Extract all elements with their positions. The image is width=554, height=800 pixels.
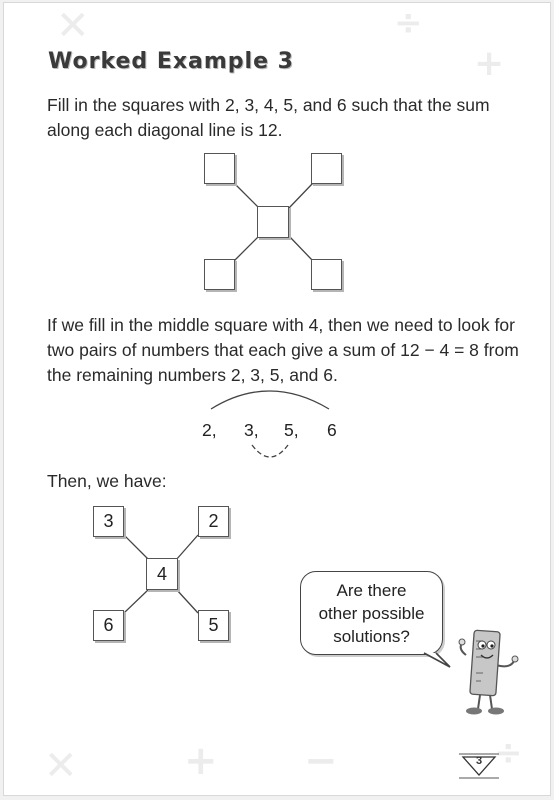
pair-number: 6 bbox=[327, 420, 337, 440]
watermark-plus-icon: + bbox=[474, 43, 505, 84]
explanation-paragraph: If we fill in the middle square with 4, then we need to look for two pairs of numbers that each give a sum of 12 − 4 = 8 from the remaining numbers 2, 3, 5, and 6. bbox=[47, 315, 519, 385]
solution-square-top-left: 3 bbox=[93, 506, 124, 537]
solution-square-bottom-right: 5 bbox=[198, 610, 229, 641]
watermark-multiply-icon: ✕ bbox=[44, 743, 78, 789]
pair-number: 3, bbox=[244, 420, 259, 440]
then-label: Then, we have: bbox=[47, 471, 167, 491]
page-number: 3 bbox=[475, 755, 483, 767]
watermark-minus-icon: − bbox=[304, 738, 338, 784]
watermark-multiply-icon: ✕ bbox=[56, 3, 90, 49]
speech-bubble-text: Are there other possible solutions? bbox=[318, 580, 425, 646]
watermark-divide-icon: ÷ bbox=[494, 733, 523, 773]
ruler-mascot-icon bbox=[456, 625, 526, 719]
page-title: Worked Example 3 bbox=[48, 49, 294, 74]
workbook-page bbox=[3, 2, 551, 796]
intro-paragraph: Fill in the squares with 2, 3, 4, 5, and 6 such that the sum along each diagonal line is 12. bbox=[47, 95, 490, 140]
watermark-divide-icon: ÷ bbox=[394, 3, 423, 43]
pair-number: 2, bbox=[202, 420, 217, 440]
solution-square-bottom-left: 6 bbox=[93, 610, 124, 641]
solution-square-center: 4 bbox=[146, 558, 178, 590]
solution-square-top-right: 2 bbox=[198, 506, 229, 537]
watermark-plus-icon: + bbox=[184, 738, 218, 784]
pair-number: 5, bbox=[284, 420, 299, 440]
